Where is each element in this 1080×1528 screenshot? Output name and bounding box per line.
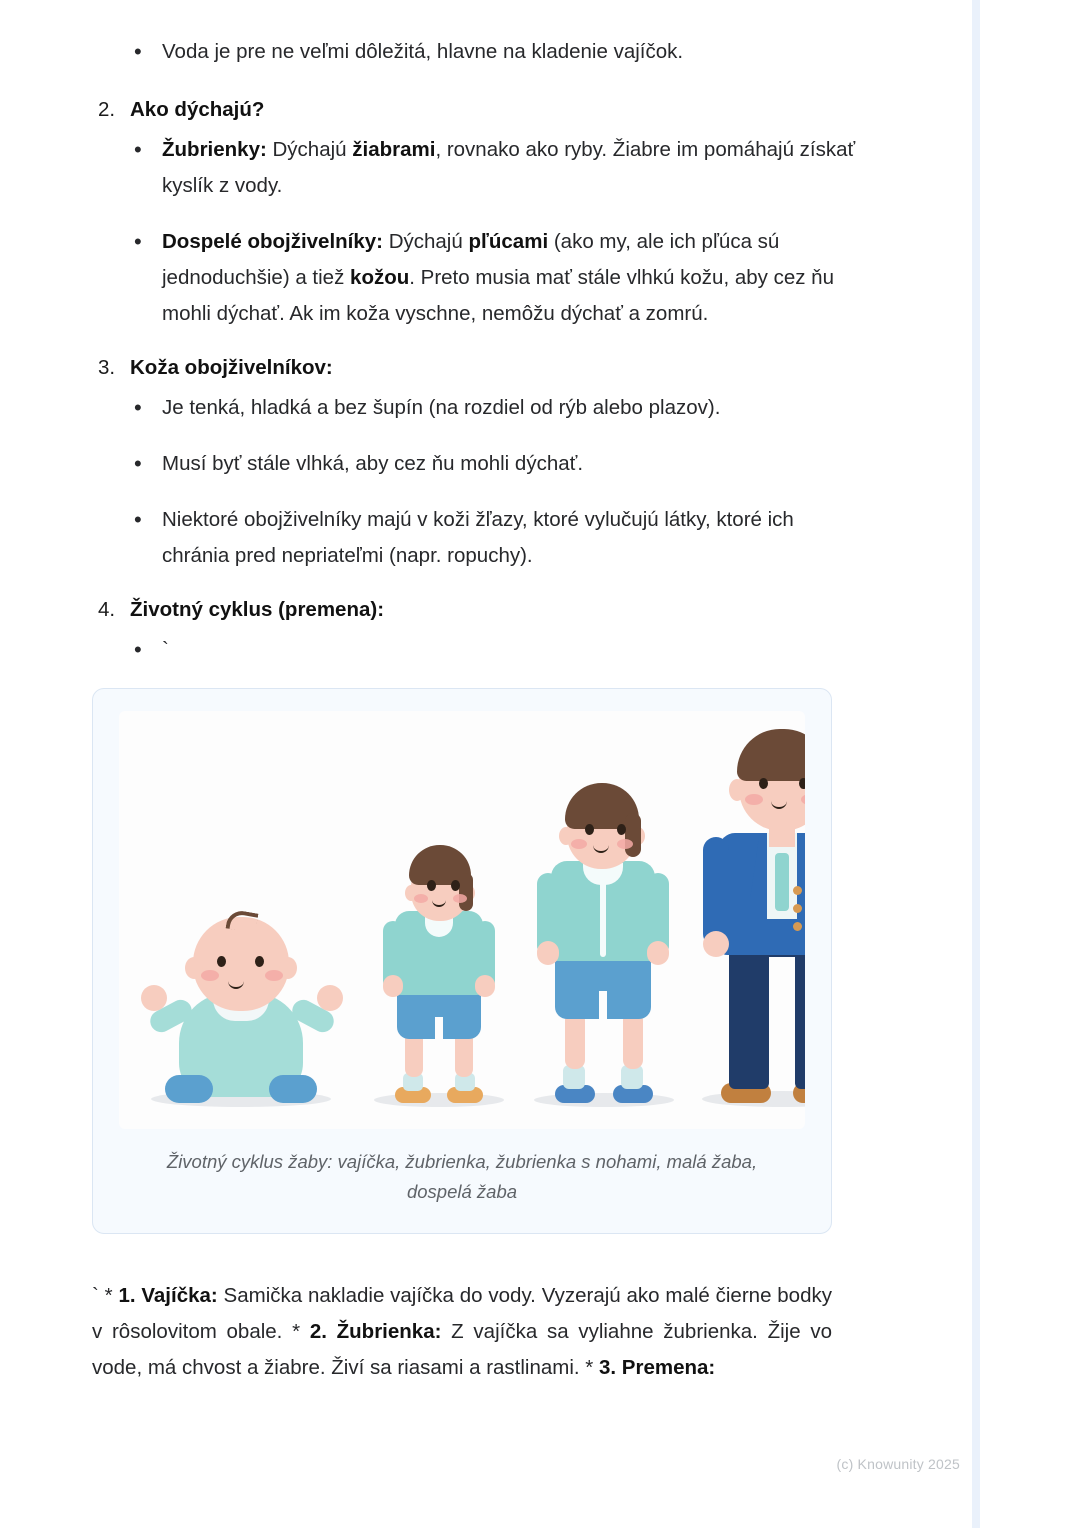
section-2-bullets	[92, 132, 912, 332]
page-edge-strip	[972, 0, 1080, 1528]
boy2-leg-left	[565, 1011, 585, 1069]
list-item	[126, 224, 862, 332]
bottom-paragraph	[92, 1278, 832, 1386]
spacer	[92, 80, 912, 94]
section-number: 3.	[98, 356, 116, 379]
bullet-text-b: (ako my, ale ich pľúca sú jednoduchšie) a tiež	[162, 230, 780, 289]
boy2-eye-left	[585, 824, 594, 835]
baby-foot-right	[269, 1075, 317, 1103]
bullet-lead: Žubrienky:	[162, 138, 267, 161]
section-number: 4.	[98, 598, 116, 621]
man-ear-left	[729, 779, 745, 801]
bullet-text-a: Dýchajú	[266, 138, 353, 161]
list-item	[126, 632, 862, 668]
baby-hand-left	[141, 985, 167, 1011]
baby-eye-left	[217, 956, 226, 967]
boy2-hand-left	[537, 941, 559, 965]
boy2-hair-side	[625, 813, 641, 857]
bullet-text-a: Dýchajú	[383, 230, 469, 253]
boy2-eye-right	[617, 824, 626, 835]
man-hand-left	[703, 931, 729, 957]
baby-hand-right	[317, 985, 343, 1011]
man-eye-left	[759, 778, 768, 789]
figure-teen-boy	[529, 757, 679, 1107]
baby-foot-left	[165, 1075, 213, 1103]
para-part-1: ` *	[92, 1284, 119, 1307]
para-bold-2: 2. Žubrienka:	[309, 1320, 442, 1343]
para-bold-1: 1. Vajíčka:	[118, 1284, 218, 1307]
para-text-1: Samička nakladie vajíčka do vody. Vyzerajú ako malé čierne bodky v rôsolovitom obale. *	[92, 1284, 832, 1343]
boy1-cheek-right	[453, 894, 467, 903]
boy1-hand-left	[383, 975, 403, 997]
para-text-2: Z vajíčka sa vyliahne žubrienka. Žije vo vode, má chvost a žiabre. Živí sa riasami a rastlinami. *	[92, 1320, 832, 1379]
man-eye-right	[799, 778, 805, 789]
man-tie	[775, 853, 789, 911]
section-heading-4	[92, 594, 912, 626]
boy2-shorts-gap	[599, 991, 607, 1019]
figure-young-boy	[369, 817, 509, 1107]
boy1-cheek-left	[414, 894, 428, 903]
boy1-hand-right	[475, 975, 495, 997]
figure-baby	[141, 907, 341, 1107]
list-item	[126, 34, 862, 70]
bullet-bold-b: žiabrami	[352, 138, 436, 161]
figure-caption: Životný cyklus žaby: vajíčka, žubrienka, žubrienka s nohami, malá žaba, dospelá žaba	[166, 1151, 758, 1202]
bullet-text-b: , rovnako ako ryby. Žiabre im pomáhajú získať kyslík z vody.	[162, 138, 856, 197]
section-4-bullets	[92, 632, 912, 668]
section-title: Životný cyklus (premena):	[130, 598, 385, 621]
bullet-text: Je tenká, hladká a bez šupín (na rozdiel od rýb alebo plazov).	[162, 396, 721, 419]
section-3-bullets	[92, 390, 912, 574]
boy2-cheek-right	[617, 839, 633, 849]
boy1-eye-right	[451, 880, 460, 891]
bullet-text: Voda je pre ne veľmi dôležitá, hlavne na kladenie vajíčok.	[162, 40, 684, 63]
boy1-eye-left	[427, 880, 436, 891]
figure-adult-man	[697, 711, 805, 1107]
bullet-lead: Dospelé obojživelníky:	[162, 230, 383, 253]
man-cheek-left	[745, 794, 763, 805]
bullet-text-c: . Preto musia mať stále vlhkú kožu, aby cez ňu mohli dýchať. Ak im koža vyschne, nemôžu dýchať a zomrú.	[162, 266, 834, 325]
page-edge-inner	[980, 0, 1080, 1528]
baby-cheek-right	[265, 970, 283, 981]
section-heading-2	[92, 94, 912, 126]
man-jacket-button-3	[793, 922, 802, 931]
figure-card	[92, 688, 832, 1234]
figure-shadow	[374, 1093, 504, 1107]
baby-cheek-left	[201, 970, 219, 981]
section-title: Koža obojživelníkov:	[130, 356, 333, 379]
bullet-text: `	[162, 638, 169, 661]
man-jacket-button-1	[793, 886, 802, 895]
man-hair	[737, 729, 805, 781]
man-jacket-button-2	[793, 904, 802, 913]
section-title: Ako dýchajú?	[130, 98, 265, 121]
bullet-bold-b: pľúcami	[468, 230, 549, 253]
list-item	[126, 502, 862, 574]
list-item	[126, 132, 862, 204]
list-item	[126, 446, 862, 482]
para-bold-3: 3. Premena:	[599, 1356, 716, 1379]
boy1-hair-side	[459, 873, 473, 911]
bullet-bold-c: kožou	[350, 266, 410, 289]
list-item	[126, 390, 862, 426]
four-human-growth-stages-illustration	[119, 711, 805, 1129]
man-trouser-right	[795, 939, 805, 1089]
boy2-hand-right	[647, 941, 669, 965]
footer-credit: (c) Knowunity 2025	[836, 1456, 960, 1472]
boy2-cheek-left	[571, 839, 587, 849]
boy1-shorts-gap	[435, 1017, 443, 1039]
man-trouser-left	[729, 939, 769, 1089]
bullet-text: Niektoré obojživelníky majú v koži žľazy, ktoré vylučujú látky, ktoré ich chránia pred nepriateľmi (napr. ropuchy).	[162, 508, 794, 567]
top-bullet-list	[92, 34, 912, 70]
bullet-text: Musí byť stále vlhká, aby cez ňu mohli dýchať.	[162, 452, 584, 475]
boy2-leg-right	[623, 1011, 643, 1069]
section-heading-3	[92, 352, 912, 384]
section-number: 2.	[98, 98, 116, 121]
baby-eye-right	[255, 956, 264, 967]
